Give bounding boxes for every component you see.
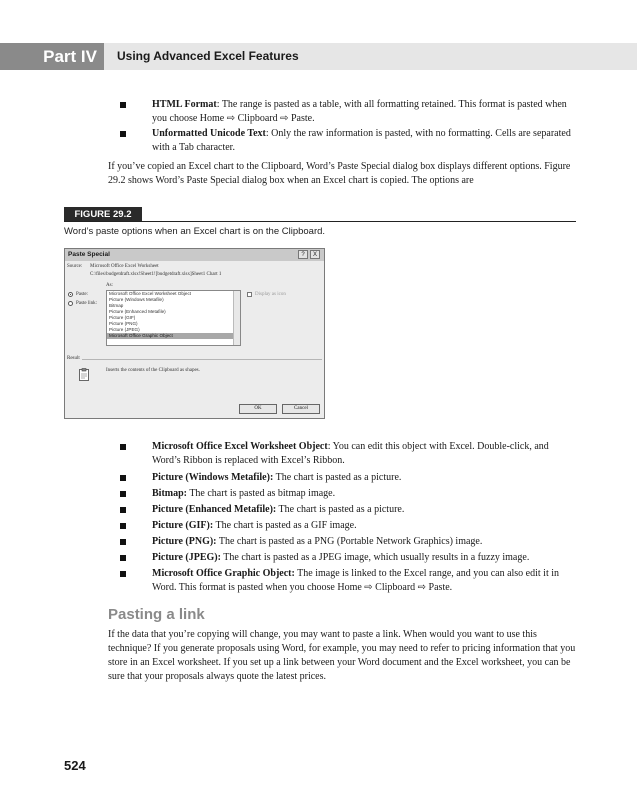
figure-caption: Word’s paste options when an Excel chart is on the Clipboard. xyxy=(64,226,326,237)
figure-label: FIGURE 29.2 xyxy=(64,207,142,222)
close-button[interactable]: X xyxy=(310,250,320,259)
bullet-marker xyxy=(120,491,126,497)
bullet-text: The chart is pasted as a PNG (Portable Network Graphics) image. xyxy=(216,536,483,547)
bullet-term: Unformatted Unicode Text xyxy=(152,128,266,139)
bullet-text: : You can edit this object with Excel. Double-click, and Word’s Ribbon is replaced with Excel’s Ribbon. xyxy=(152,441,549,466)
source-label: Source: xyxy=(67,264,83,269)
bullet-term: Picture (Enhanced Metafile): xyxy=(152,504,277,515)
source-value: Microsoft Office Excel Worksheet xyxy=(90,264,159,269)
bullet-marker xyxy=(120,131,126,137)
bullet-term: HTML Format xyxy=(152,99,217,110)
bullet-term: Microsoft Office Excel Worksheet Object xyxy=(152,441,328,452)
paste-link-radio-label: Paste link: xyxy=(76,301,97,306)
bullet-term: Microsoft Office Graphic Object: xyxy=(152,568,295,579)
ok-button[interactable]: OK xyxy=(239,404,277,414)
bullet-gif xyxy=(120,519,575,533)
list-item[interactable]: Picture (JPEG) xyxy=(109,327,140,332)
bullet-jpeg xyxy=(120,551,575,565)
list-item[interactable]: Picture (GIF) xyxy=(109,315,136,320)
result-label: Result xyxy=(67,356,80,361)
bullet-term: Picture (Windows Metafile): xyxy=(152,472,274,483)
bullet-bitmap xyxy=(120,487,575,501)
list-scrollbar[interactable] xyxy=(233,291,240,345)
source-path: C:\files\budgetdraft.xlsx!Sheet1![budgetdraft.xlsx]Sheet1 Chart 1 xyxy=(90,272,222,277)
bullet-unicode-text xyxy=(120,127,575,155)
section-heading: Pasting a link xyxy=(108,606,205,623)
display-as-icon-checkbox[interactable] xyxy=(247,292,252,297)
running-header-title: Using Advanced Excel Features xyxy=(117,49,299,63)
bullet-marker xyxy=(120,102,126,108)
cancel-button[interactable]: Cancel xyxy=(282,404,320,414)
list-item[interactable]: Bitmap xyxy=(109,303,124,308)
bullet-graphic-object xyxy=(120,567,575,595)
list-item-selected[interactable]: Microsoft Office Graphic Object xyxy=(107,333,240,339)
list-item[interactable]: Microsoft Office Excel Worksheet Object xyxy=(109,291,192,296)
list-item[interactable]: Picture (Windows Metafile) xyxy=(109,297,164,302)
bullet-term: Picture (GIF): xyxy=(152,520,214,531)
display-as-icon-label: Display as icon xyxy=(255,292,286,297)
bullet-text: The chart is pasted as a GIF image. xyxy=(213,520,357,531)
result-divider xyxy=(82,359,322,360)
bullet-marker xyxy=(120,444,126,450)
bullet-worksheet-object xyxy=(120,440,575,468)
bullet-text: The chart is pasted as bitmap image. xyxy=(187,488,336,499)
bullet-text: The chart is pasted as a picture. xyxy=(276,504,405,515)
bullet-enhanced-metafile xyxy=(120,503,575,517)
bullet-windows-metafile xyxy=(120,471,575,485)
paste-radio[interactable] xyxy=(68,292,73,297)
bullet-marker xyxy=(120,475,126,481)
paste-as-list[interactable] xyxy=(106,290,241,346)
intro-paragraph: If you’ve copied an Excel chart to the Clipboard, Word’s Paste Special dialog box displays different options. Figure 29.2 shows Word’s Paste Special dialog box when an Excel chart is copied. The options are xyxy=(108,161,571,186)
section-paragraph: If the data that you’re copying will change, you may want to paste a link. When would you want to use this technique? If you generate proposals using Word, for example, you may need to refer to pricing information that you store in an Excel worksheet. If you set up a link between your Word document and the Excel worksheet, you can be sure that your proposals always quote the latest prices. xyxy=(108,629,576,682)
as-label: As: xyxy=(106,283,113,288)
bullet-term: Picture (PNG): xyxy=(152,536,217,547)
bullet-marker xyxy=(120,571,126,577)
list-item[interactable]: Picture (PNG) xyxy=(109,321,138,326)
bullet-marker xyxy=(120,539,126,545)
bullet-text: The chart is pasted as a picture. xyxy=(273,472,402,483)
bullet-html-format xyxy=(120,98,575,126)
result-text: Inserts the contents of the Clipboard as shapes. xyxy=(106,368,200,373)
page-number: 524 xyxy=(64,758,86,773)
list-item[interactable]: Picture (Enhanced Metafile) xyxy=(109,309,166,314)
bullet-marker xyxy=(120,507,126,513)
bullet-marker xyxy=(120,523,126,529)
help-button[interactable]: ? xyxy=(298,250,308,259)
bullet-term: Picture (JPEG): xyxy=(152,552,221,563)
clipboard-icon xyxy=(79,368,89,381)
part-label: Part IV xyxy=(0,43,104,70)
paste-radio-label: Paste: xyxy=(76,292,88,297)
bullet-marker xyxy=(120,555,126,561)
bullet-text: : Only the raw information is pasted, with no formatting. Cells are separated with a Tab character. xyxy=(152,128,571,153)
bullet-term: Bitmap: xyxy=(152,488,187,499)
paste-link-radio[interactable] xyxy=(68,301,73,306)
bullet-text: : The range is pasted as a table, with all formatting retained. This format is pasted when you choose Home ⇨ Clipboard ⇨ Paste. xyxy=(152,99,567,124)
bullet-text: The chart is pasted as a JPEG image, which usually results in a fuzzy image. xyxy=(220,552,530,563)
figure-rule xyxy=(64,221,576,222)
bullet-text: The image is linked to the Excel range, and you can also edit it in Word. This format is pasted when you choose Home ⇨ Clipboard ⇨ Paste. xyxy=(152,568,560,593)
dialog-title: Paste Special xyxy=(65,249,324,261)
bullet-png xyxy=(120,535,575,549)
